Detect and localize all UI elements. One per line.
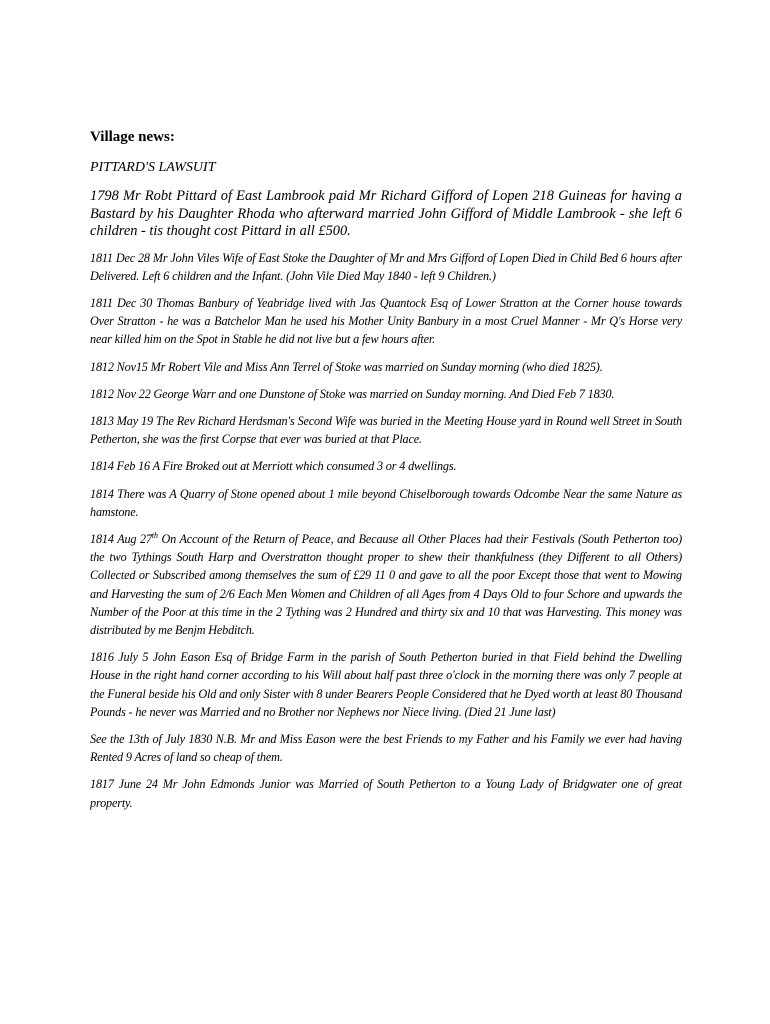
entry-1817-june-24: 1817 June 24 Mr John Edmonds Junior was Married of South Petherton to a Young Lady of Bridgwater one of great property. bbox=[90, 777, 682, 810]
entry-1811-dec-28: 1811 Dec 28 Mr John Viles Wife of East Stoke the Daughter of Mr and Mrs Gifford of Lopen Died in Child Bed 6 hours after Delivered. Left 6 children and the Infant. (John Vile Died May 1840 - left 9 Children.) bbox=[90, 250, 682, 283]
entry-1812-nov-15: 1812 Nov15 Mr Robert Vile and Miss Ann Terrel of Stoke was married on Sunday morning (who died 1825). bbox=[90, 359, 603, 374]
entry-1814-aug-27 bbox=[90, 530, 682, 639]
entry-1816-july-5: 1816 July 5 John Eason Esq of Bridge Farm in the parish of South Petherton buried in that Field behind the Dwelling House in the right hand corner according to his Will about half past three o'clock in the morning there was only 7 people at the Funeral beside his Old and only Sister with 8 under Bearers People Considered that he Dyed worth at least 80 Thousand Pounds - he never was Married and no Brother nor Nephews nor Niece living. (Died 21 June last) bbox=[90, 650, 682, 719]
entry-1798: 1798 Mr Robt Pittard of East Lambrook paid Mr Richard Gifford of Lopen 218 Guineas for having a Bastard by his Daughter Rhoda who afterward married John Gifford of Middle Lambrook - she left 6 children - tis thought cost Pittard in all £500. bbox=[90, 188, 682, 239]
section-heading: Village news: bbox=[90, 129, 175, 145]
entry-body: On Account of the Return of Peace, and Because all Other Places had their Festivals (South Petherton too) the two Tythings South Harp and Overstratton thought proper to shew their thankfulness (they Different to all Others) Collected or Subscribed among themselves the sum of £29 11 0 and gave to all the poor Except those that went to Mowing and Harvesting the sum of 2/6 Each Men Women and Children of all Ages from 4 Days Old to four Schore and upwards the Number of the Poor at this time in the 2 Tything was 2 Hundred and thirty six and 10 that was Harvesting. This money was distributed by me Benjm Hebditch. bbox=[90, 531, 682, 637]
document-page bbox=[90, 128, 682, 821]
entry-1814-quarry: 1814 There was A Quarry of Stone opened about 1 mile beyond Chiselborough towards Odcombe Near the same Nature as hamstone. bbox=[90, 486, 682, 519]
entry-1812-nov-22: 1812 Nov 22 George Warr and one Dunstone of Stoke was married on Sunday morning. And Died Feb 7 1830. bbox=[90, 386, 615, 401]
entry-see-note: See the 13th of July 1830 N.B. Mr and Miss Eason were the best Friends to my Father and his Family we ever had having Rented 9 Acres of land so cheap of them. bbox=[90, 731, 682, 765]
entry-1813-may-19: 1813 May 19 The Rev Richard Herdsman's Second Wife was buried in the Meeting House yard in Round well Street in South Petherton, she was the first Corpse that ever was buried at that Place. bbox=[90, 413, 682, 447]
date-ordinal-suffix: th bbox=[151, 530, 158, 540]
entry-1814-feb-16: 1814 Feb 16 A Fire Broked out at Merriott which consumed 3 or 4 dwellings. bbox=[90, 459, 457, 474]
article-title: PITTARD'S LAWSUIT bbox=[90, 160, 216, 175]
entry-date: 1814 Aug 27 bbox=[90, 531, 152, 546]
entry-1811-dec-30: 1811 Dec 30 Thomas Banbury of Yeabridge lived with Jas Quantock Esq of Lower Stratton at the Corner house towards Over Stratton - he was a Batchelor Man he used his Mother Unity Banbury in a most Cruel Manner - Mr Q's Horse very near killed him on the Spot in Stable he did not live but a few hours after. bbox=[90, 295, 682, 347]
